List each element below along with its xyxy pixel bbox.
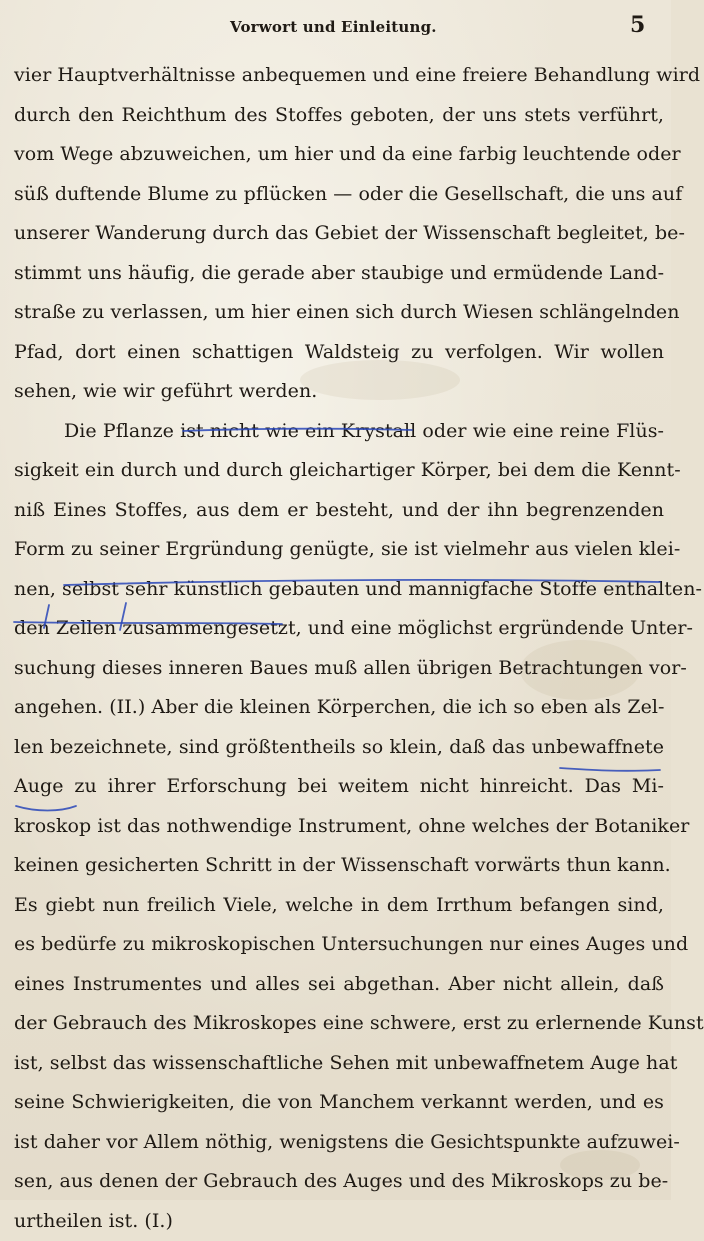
- text-line: stimmt uns häufig, die gerade aber staubige und ermüdende Land-: [14, 254, 664, 294]
- text-line: vom Wege abzuweichen, um hier und da eine farbig leuchtende oder: [14, 135, 664, 175]
- text-line: niß Eines Stoffes, aus dem er besteht, und der ihn begrenzenden: [14, 491, 664, 531]
- text-line: seine Schwierigkeiten, die von Manchem verkannt werden, und es: [14, 1083, 664, 1123]
- text-line: nen, selbst sehr künstlich gebauten und mannigfache Stoffe enthalten-: [14, 570, 664, 610]
- text-line: eines Instrumentes und alles sei abgethan. Aber nicht allein, daß: [14, 965, 664, 1005]
- text-line: Es giebt nun freilich Viele, welche in dem Irrthum befangen sind,: [14, 886, 664, 926]
- text-line: es bedürfe zu mikroskopischen Untersuchungen nur eines Auges und: [14, 925, 664, 965]
- text-line: Auge zu ihrer Erforschung bei weitem nicht hinreicht. Das Mi-: [14, 767, 664, 807]
- text-line: sehen, wie wir geführt werden.: [14, 372, 664, 412]
- text-line: kroskop ist das nothwendige Instrument, ohne welches der Botaniker: [14, 807, 664, 847]
- text-line: Die Pflanze ist nicht wie ein Krystall oder wie eine reine Flüs-: [14, 412, 664, 452]
- text-line: den Zellen zusammengesetzt, und eine möglichst ergründende Unter-: [14, 609, 664, 649]
- text-line: Pfad, dort einen schattigen Waldsteig zu verfolgen. Wir wollen: [14, 333, 664, 373]
- text-line: vier Hauptverhältnisse anbequemen und eine freiere Behandlung wird: [14, 56, 664, 96]
- body-text: [14, 56, 664, 1241]
- page-header: [0, 12, 671, 42]
- text-line: Form zu seiner Ergründung genügte, sie ist vielmehr aus vielen klei-: [14, 530, 664, 570]
- text-line: ist daher vor Allem nöthig, wenigstens die Gesichtspunkte aufzuwei-: [14, 1123, 664, 1163]
- text-line: der Gebrauch des Mikroskopes eine schwere, erst zu erlernende Kunst: [14, 1004, 664, 1044]
- text-line: len bezeichnete, sind größtentheils so klein, daß das unbewaffnete: [14, 728, 664, 768]
- page-number: 5: [630, 12, 645, 38]
- text-line: sigkeit ein durch und durch gleichartiger Körper, bei dem die Kennt-: [14, 451, 664, 491]
- running-head: Vorwort und Einleitung.: [230, 18, 437, 36]
- text-line: keinen gesicherten Schritt in der Wissenschaft vorwärts thun kann.: [14, 846, 664, 886]
- text-line: urtheilen ist. (I.): [14, 1202, 664, 1241]
- text-line: sen, aus denen der Gebrauch des Auges und des Mikroskops zu be-: [14, 1162, 664, 1202]
- text-line: suchung dieses inneren Baues muß allen übrigen Betrachtungen vor-: [14, 649, 664, 689]
- text-line: unserer Wanderung durch das Gebiet der Wissenschaft begleitet, be-: [14, 214, 664, 254]
- text-line: straße zu verlassen, um hier einen sich durch Wiesen schlängelnden: [14, 293, 664, 333]
- text-line: süß duftende Blume zu pflücken — oder die Gesellschaft, die uns auf: [14, 175, 664, 215]
- text-line: angehen. (II.) Aber die kleinen Körperchen, die ich so eben als Zel-: [14, 688, 664, 728]
- text-line: ist, selbst das wissenschaftliche Sehen mit unbewaffnetem Auge hat: [14, 1044, 664, 1084]
- text-line: durch den Reichthum des Stoffes geboten, der uns stets verführt,: [14, 96, 664, 136]
